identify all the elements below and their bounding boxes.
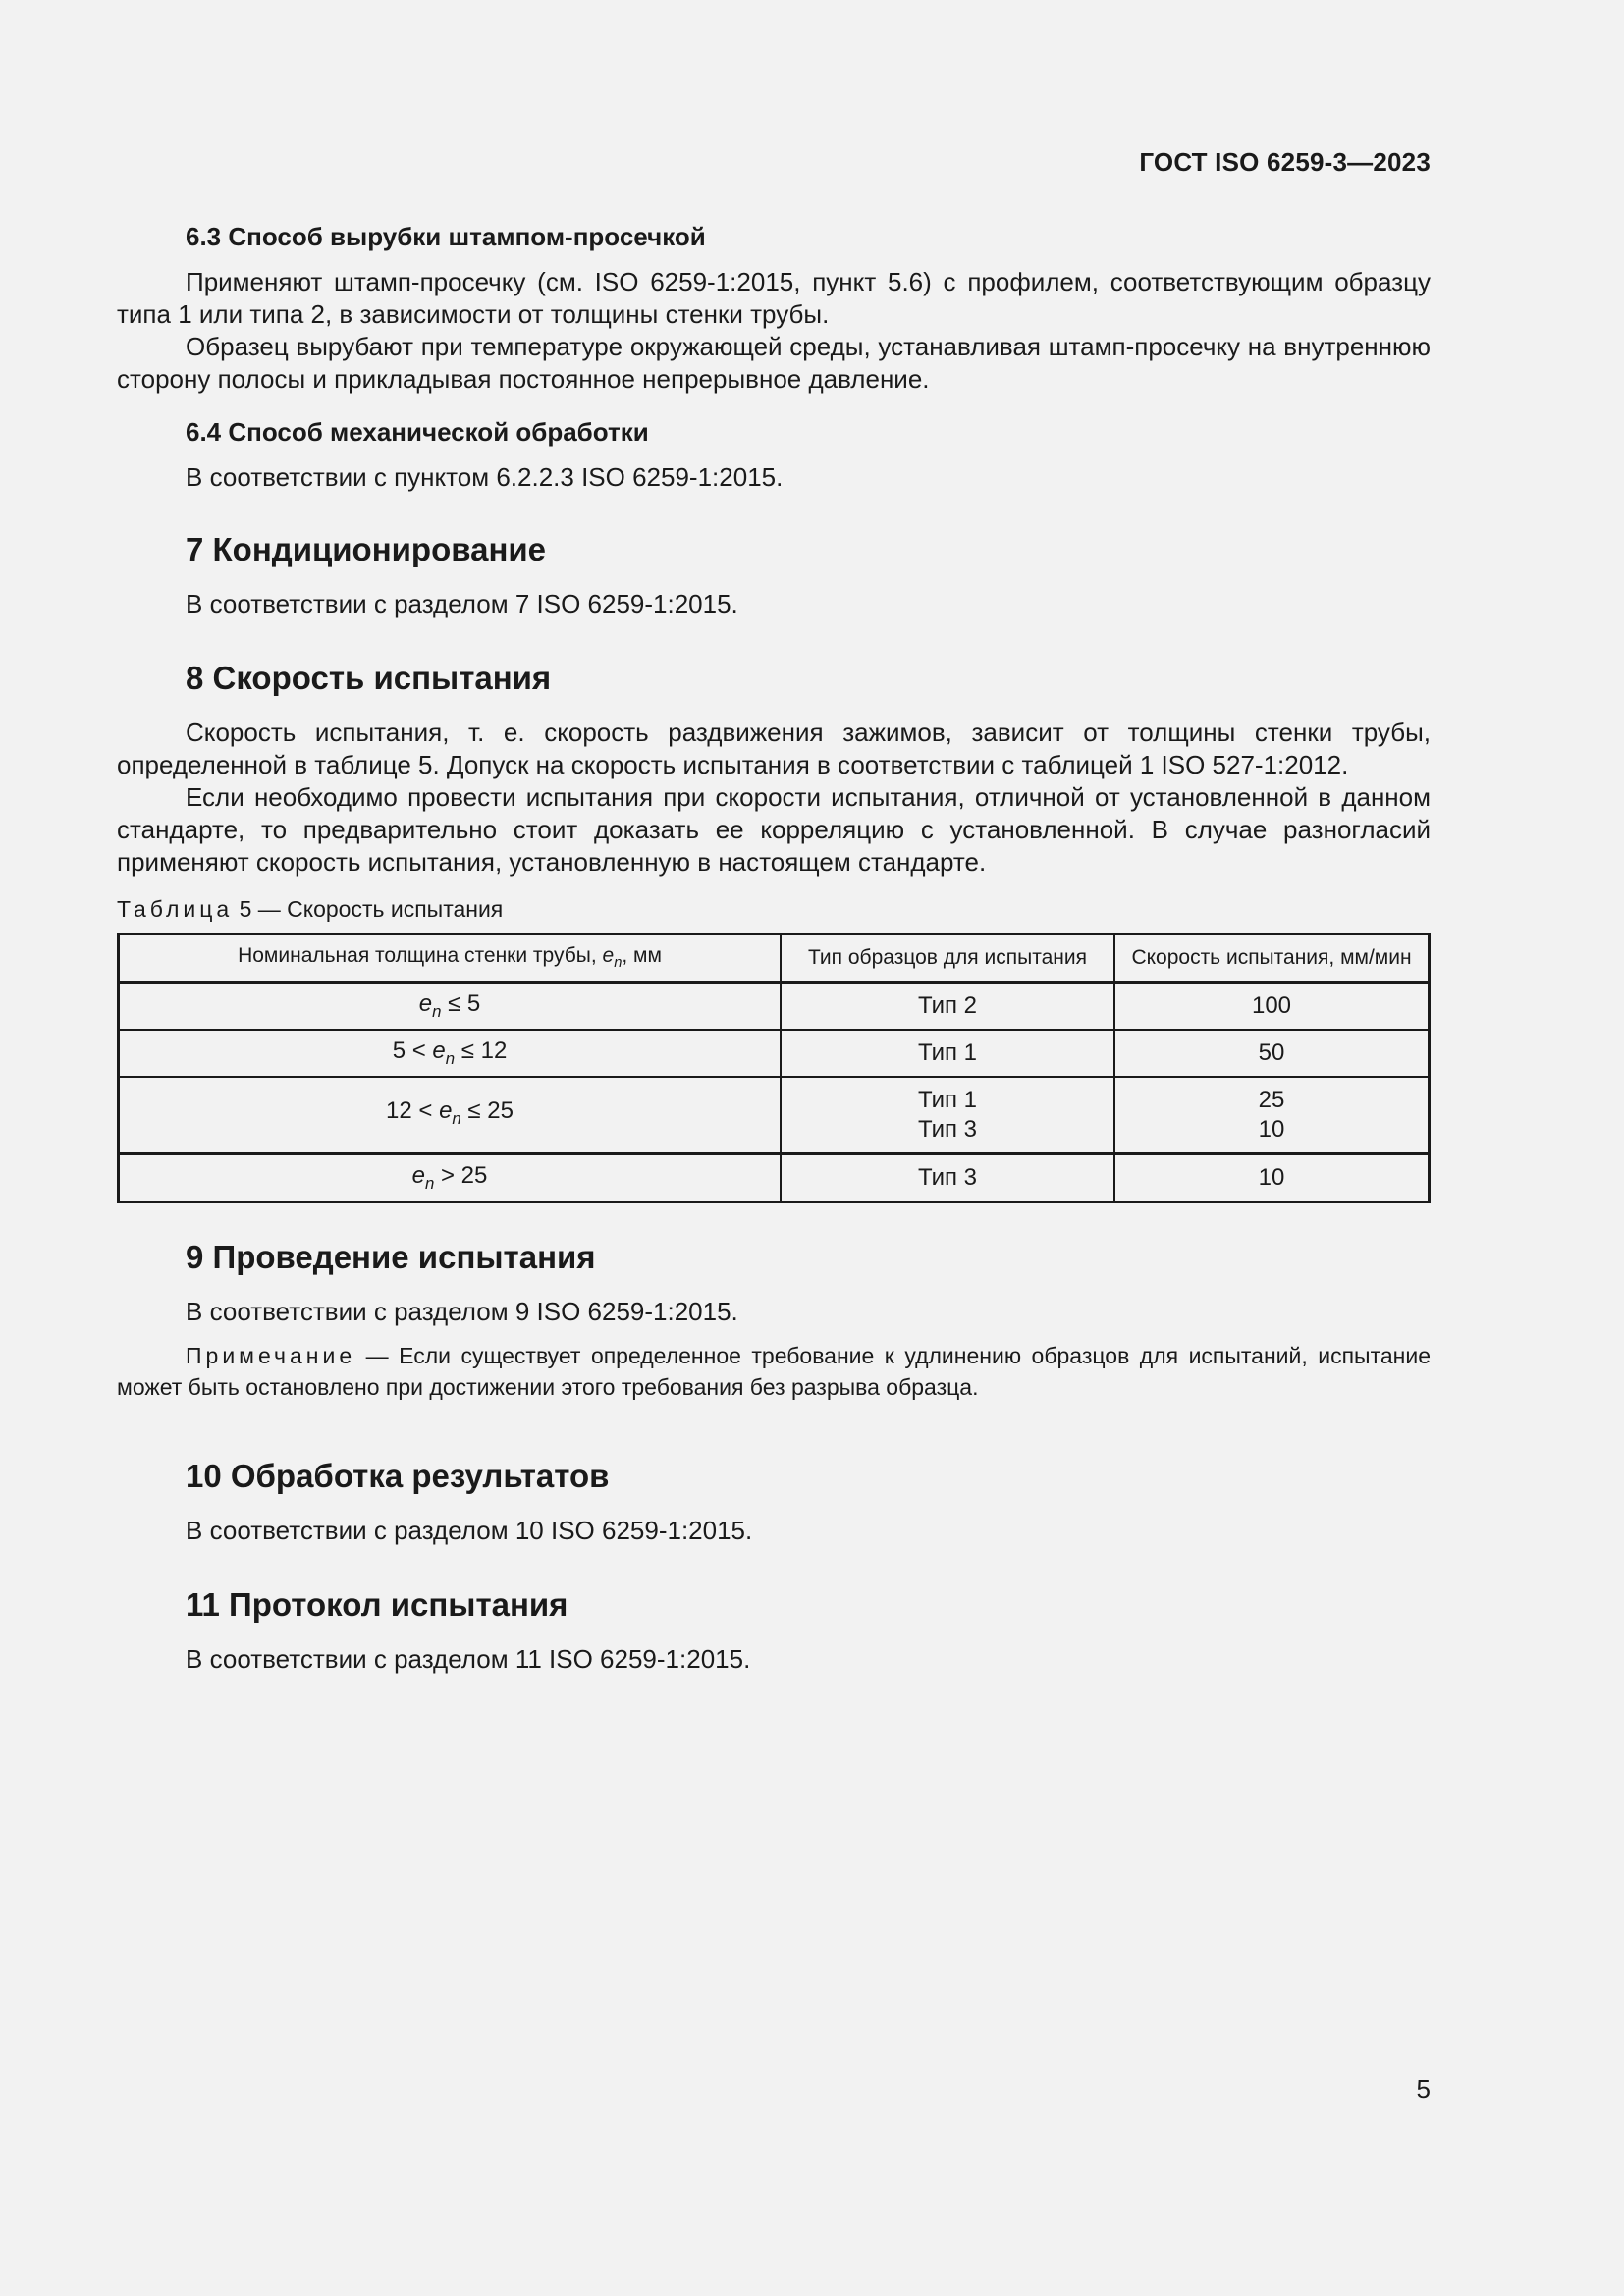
cell-specimen-type: Тип 2 <box>781 983 1114 1031</box>
table-5-caption-text: 5 — Скорость испытания <box>233 896 504 922</box>
section-9-note: Примечание — Если существует определенное требование к удлинению образцов для испытаний, испытание может быть остановлено при достижении этого требования без разрыва образца. <box>117 1343 1431 1400</box>
cell-wall-thickness: $e_n \le 5$ <box>119 983 782 1031</box>
section-11 <box>117 1586 1431 1676</box>
cell-test-speed: 50 <box>1114 1030 1430 1077</box>
section-9-title: 9 Проведение испытания <box>186 1239 596 1275</box>
cell-wall-thickness: $5 < e_n \le 12$ <box>119 1030 782 1077</box>
section-9 <box>117 1239 1431 1403</box>
section-10 <box>117 1458 1431 1547</box>
table-5-caption <box>117 896 1431 923</box>
cell-test-speed: 25 10 <box>1114 1077 1430 1154</box>
section-6-3 <box>117 222 1431 396</box>
page-content <box>117 222 1431 1676</box>
cell-test-speed: 10 <box>1114 1154 1430 1202</box>
table-row <box>119 1077 1430 1154</box>
section-11-title: 11 Протокол испытания <box>186 1586 568 1623</box>
section-7 <box>117 531 1431 620</box>
section-8-paragraph-1: Скорость испытания, т. е. скорость раздвижения зажимов, зависит от толщины стенки трубы, определенной в таблице 5. Допуск на скорость испытания в соответствии с таблицей 1 ISO 527-1:2012. <box>117 718 1431 779</box>
section-7-paragraph-1: В соответствии с разделом 7 ISO 6259-1:2015. <box>186 589 738 618</box>
section-6-4-paragraph-1: В соответствии с пунктом 6.2.2.3 ISO 6259-1:2015. <box>186 462 784 492</box>
section-8-paragraph-2: Если необходимо провести испытания при скорости испытания, отличной от установленной в данном стандарте, то предварительно стоит доказать ее корреляцию с установленной. В случае разногласий применяют скорость испытания, установленную в настоящем стандарте. <box>117 782 1431 877</box>
header-test-speed: Скорость испытания, мм/мин <box>1114 934 1430 983</box>
table-5 <box>117 933 1431 1203</box>
page-number: 5 <box>1416 2074 1431 2104</box>
header-wall-thickness: Номинальная толщина стенки трубы, $e_n$, мм <box>119 934 782 983</box>
cell-wall-thickness: $12 < e_n \le 25$ <box>119 1077 782 1154</box>
section-6-4 <box>117 417 1431 494</box>
section-6-4-title: 6.4 Способ механической обработки <box>186 417 649 447</box>
cell-specimen-type: Тип 3 <box>781 1154 1114 1202</box>
section-11-paragraph-1: В соответствии с разделом 11 ISO 6259-1:2015. <box>186 1644 751 1674</box>
cell-specimen-type: Тип 1 <box>781 1030 1114 1077</box>
table-5-header-row <box>119 934 1430 983</box>
section-6-3-paragraph-1: Применяют штамп-просечку (см. ISO 6259-1:2015, пункт 5.6) с профилем, соответствующим образцу типа 1 или типа 2, в зависимости от толщины стенки трубы. <box>117 267 1431 329</box>
cell-specimen-type: Тип 1 Тип 3 <box>781 1077 1114 1154</box>
table-5-caption-label: Таблица <box>117 896 234 922</box>
section-10-title: 10 Обработка результатов <box>186 1458 610 1494</box>
section-8 <box>117 660 1431 1203</box>
cell-test-speed: 100 <box>1114 983 1430 1031</box>
table-row <box>119 1030 1430 1077</box>
cell-wall-thickness: $e_n > 25$ <box>119 1154 782 1202</box>
section-6-3-paragraph-2: Образец вырубают при температуре окружающей среды, устанавливая штамп-просечку на внутреннюю сторону полосы и прикладывая постоянное непрерывное давление. <box>117 332 1431 394</box>
section-9-paragraph-1: В соответствии с разделом 9 ISO 6259-1:2015. <box>186 1297 738 1326</box>
table-row <box>119 1154 1430 1202</box>
header-specimen-type: Тип образцов для испытания <box>781 934 1114 983</box>
section-8-title: 8 Скорость испытания <box>186 660 552 696</box>
table-row <box>119 983 1430 1031</box>
section-7-title: 7 Кондиционирование <box>186 531 547 567</box>
section-10-paragraph-1: В соответствии с разделом 10 ISO 6259-1:2015. <box>186 1516 753 1545</box>
section-6-3-title: 6.3 Способ вырубки штампом-просечкой <box>186 222 706 251</box>
document-code: ГОСТ ISO 6259-3—2023 <box>1139 147 1431 177</box>
